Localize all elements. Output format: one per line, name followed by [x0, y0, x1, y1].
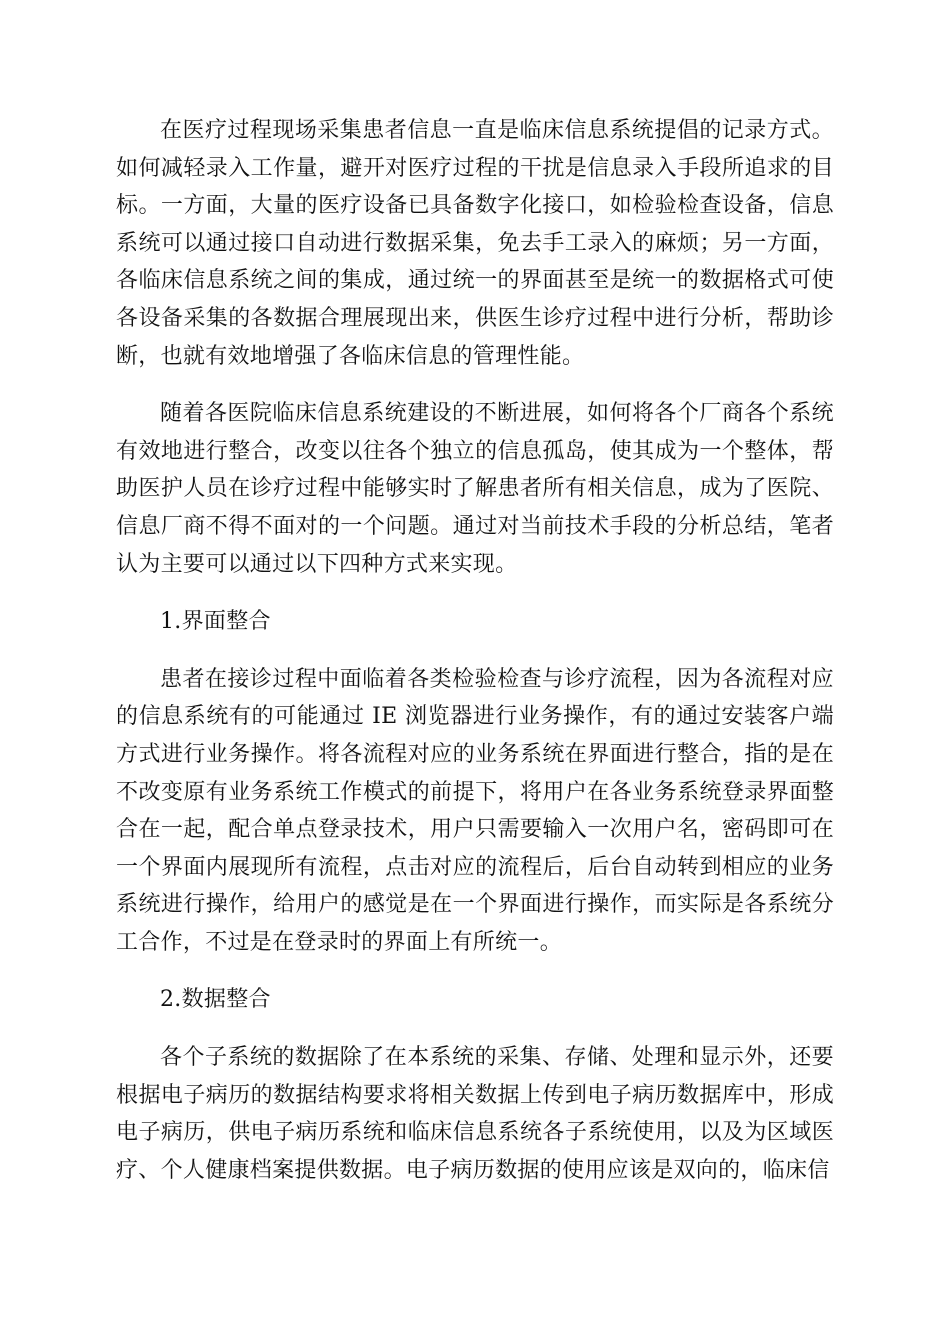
document-body	[116, 112, 834, 1209]
intro-paragraph-1: 在医疗过程现场采集患者信息一直是临床信息系统提倡的记录方式。如何减轻录入工作量，避开对医疗过程的干扰是信息录入手段所追求的目标。一方面，大量的医疗设备已具备数字化接口，如检验检查设备，信息系统可以通过接口自动进行数据采集，免去手工录入的麻烦；另一方面，各临床信息系统之间的集成，通过统一的界面甚至是统一的数据格式可使各设备采集的各数据合理展现出来，供医生诊疗过程中进行分析，帮助诊断，也就有效地增强了各临床信息的管理性能。	[116, 118, 834, 369]
section-paragraph-data-integration: 各个子系统的数据除了在本系统的采集、存储、处理和显示外，还要根据电子病历的数据结构要求将相关数据上传到电子病历数据库中，形成电子病历，供电子病历系统和临床信息系统各子系统使用，以及为区域医疗、个人健康档案提供数据。电子病历数据的使用应该是双向的，临床信	[116, 1045, 834, 1183]
section-heading-data-integration: 2.数据整合	[160, 987, 271, 1013]
section-heading-interface-integration: 1.界面整合	[160, 609, 271, 635]
intro-paragraph-2: 随着各医院临床信息系统建设的不断进展，如何将各个厂商各个系统有效地进行整合，改变以往各个独立的信息孤岛，使其成为一个整体，帮助医护人员在诊疗过程中能够实时了解患者所有相关信息，成为了医院、信息厂商不得不面对的一个问题。通过对当前技术手段的分析总结，笔者认为主要可以通过以下四种方式来实现。	[116, 401, 834, 577]
section-paragraph-interface-integration: 患者在接诊过程中面临着各类检验检查与诊疗流程，因为各流程对应的信息系统有的可能通过 IE 浏览器进行业务操作，有的通过安装客户端方式进行业务操作。将各流程对应的业务系统在界面进行整合，指的是在不改变原有业务系统工作模式的前提下，将用户在各业务系统登录界面整合在一起，配合单点登录技术，用户只需要输入一次用户名，密码即可在一个界面内展现所有流程，点击对应的流程后，后台自动转到相应的业务系统进行操作，给用户的感觉是在一个界面进行操作，而实际是各系统分工合作，不过是在登录时的界面上有所统一。	[116, 666, 834, 955]
